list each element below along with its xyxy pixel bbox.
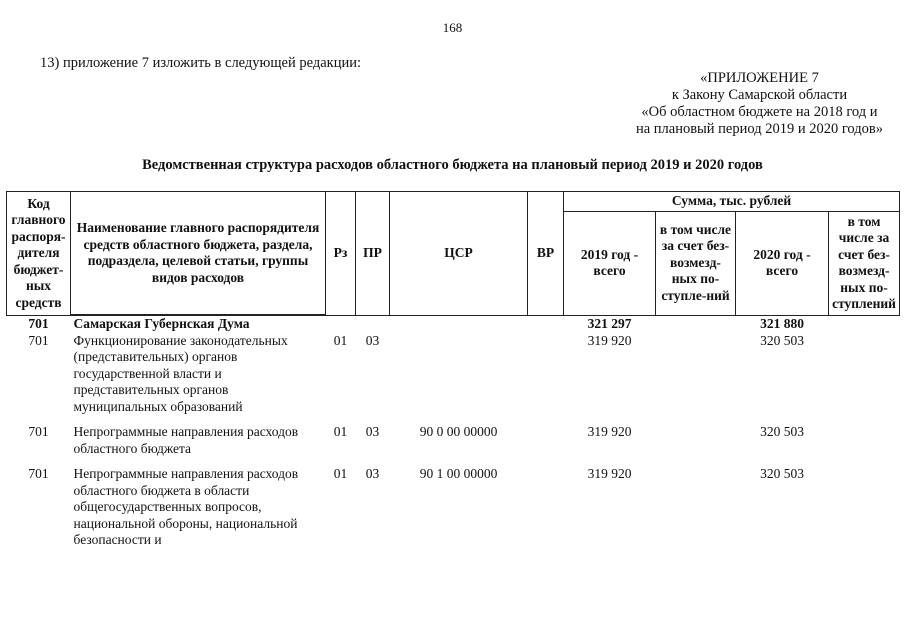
cell-2020-free [829, 424, 900, 457]
cell-2019-free [656, 333, 736, 416]
header-2019-total: 2019 год - всего [564, 211, 656, 315]
header-sum: Сумма, тыс. рублей [564, 192, 900, 212]
cell-name: Самарская Губернская Дума [71, 315, 326, 333]
header-rz: Рз [326, 192, 356, 316]
header-2020-total: 2020 год - всего [736, 211, 829, 315]
cell-pr: 03 [365, 466, 380, 481]
appendix-line-1: «ПРИЛОЖЕНИЕ 7 [700, 70, 819, 86]
table-row [7, 466, 900, 549]
cell-rz [326, 315, 356, 333]
row-spacer [7, 457, 900, 466]
table-row [7, 424, 900, 457]
cell-2020-free [829, 315, 900, 333]
cell-code: 701 [28, 424, 49, 439]
header-csr: ЦСР [390, 192, 528, 316]
cell-2019-total: 319 920 [587, 332, 632, 348]
cell-2020-free [829, 466, 900, 549]
cell-2020-total: 320 503 [760, 332, 804, 348]
cell-rz: 01 [333, 424, 348, 439]
cell-csr: 90 0 00 00000 [419, 424, 498, 439]
cell-csr [390, 333, 528, 416]
appendix-line-4: на плановый период 2019 и 2020 годов» [635, 121, 883, 137]
cell-2020-free [829, 333, 900, 416]
cell-vr [528, 424, 564, 457]
cell-code: 701 [28, 332, 49, 348]
cell-vr [528, 333, 564, 416]
cell-2019-total: 319 920 [587, 466, 632, 481]
intro-text: 13) приложение 7 изложить в следующей редакции: [40, 55, 362, 71]
cell-name: Непрограммные направления расходов областного бюджета [73, 424, 299, 456]
cell-vr [528, 466, 564, 549]
cell-csr: 90 1 00 00000 [419, 466, 498, 481]
cell-2019-total: 321 297 [587, 315, 632, 331]
header-vr: ВР [528, 192, 564, 316]
cell-2020-total: 321 880 [760, 315, 804, 331]
header-2020-free: в том числе за счет без-возмезд-ных по-ступлений [829, 211, 900, 315]
cell-2019-total: 319 920 [587, 424, 632, 439]
header-code: Код главного распоря-дителя бюджет-ных средств [7, 192, 71, 316]
cell-rz: 01 [333, 466, 348, 481]
cell-2020-total: 320 503 [760, 424, 804, 439]
table-row [7, 333, 900, 416]
cell-pr: 03 [365, 332, 380, 348]
cell-2019-free [656, 424, 736, 457]
appendix-line-3: «Об областном бюджете на 2018 год и [641, 104, 878, 120]
cell-pr: 03 [365, 424, 380, 439]
row-spacer [7, 415, 900, 424]
cell-code: 701 [28, 466, 49, 481]
cell-2019-free [656, 315, 736, 333]
cell-csr [390, 315, 528, 333]
table-row [7, 315, 900, 333]
cell-vr [528, 315, 564, 333]
cell-name: Непрограммные направления расходов областного бюджета в области общегосударственных вопросов, национальной обороны, национальной безопасности и [73, 466, 299, 547]
cell-pr [356, 315, 390, 333]
budget-table [6, 191, 900, 549]
cell-2019-free [656, 466, 736, 549]
header-name: Наименование главного распорядителя средств областного бюджета, раздела, подраздела, целевой статьи, группы видов расходов [71, 192, 326, 316]
header-2019-free: в том числе за счет без-возмезд-ных по-ступле-ний [656, 211, 736, 315]
cell-2020-total: 320 503 [760, 466, 804, 481]
cell-rz: 01 [333, 332, 348, 348]
page-number: 168 [442, 20, 463, 35]
cell-code: 701 [28, 315, 49, 331]
document-title: Ведомственная структура расходов областного бюджета на плановый период 2019 и 2020 годов [142, 157, 763, 173]
header-pr: ПР [356, 192, 390, 316]
cell-name: Функционирование законодательных (представительных) органов государственной власти и представительных органов муниципальных образований [73, 332, 288, 414]
appendix-line-2: к Закону Самарской области [671, 87, 848, 103]
appendix-block [636, 70, 883, 138]
